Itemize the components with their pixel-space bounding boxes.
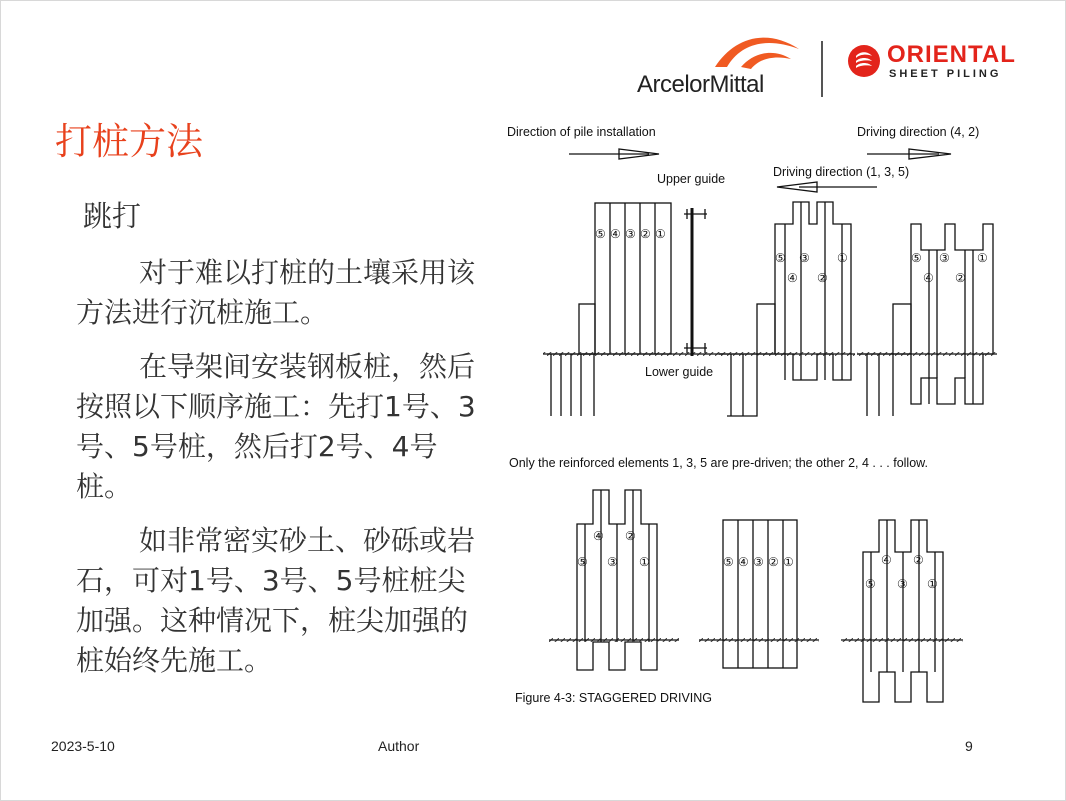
staggered-driving-figure [499,116,997,721]
label-direction-install: Direction of pile installation [507,125,656,139]
slide-subtitle: 跳打 [83,199,142,233]
diagram-e [699,520,819,668]
slide-title: 打桩方法 [55,120,203,163]
svg-text:②: ② [817,271,828,285]
svg-text:②: ② [768,555,779,569]
diagram-b [719,202,855,416]
footer-date: 2023-5-10 [51,738,115,754]
svg-text:③: ③ [939,251,950,265]
svg-text:①: ① [837,251,848,265]
figure-caption: Figure 4-3: STAGGERED DRIVING [515,691,713,705]
oriental-logo [847,41,1017,83]
pile-label-3: ③ [625,227,636,241]
arrow-install [569,149,659,159]
arrow-42 [867,149,951,159]
body-text [76,253,476,695]
footer-author: Author [378,738,420,754]
label-driving-42: Driving direction (4, 2) [857,125,980,139]
svg-text:⑤: ⑤ [911,251,922,265]
figure-note: Only the reinforced elements 1, 3, 5 are pre-driven; the other 2, 4 . . . follow. [509,456,928,470]
paragraph-3: 如非常密实砂土、砂砾或岩石，可对1号、3号、5号桩桩尖加强。这种情况下，桩尖加强的桩始终先施工。 [76,524,476,677]
svg-text:①: ① [977,251,988,265]
oriental-logo-name: ORIENTAL [887,41,1016,68]
diagram-a [543,203,723,416]
label-upper-guide: Upper guide [657,172,726,186]
diagram-f [841,520,963,702]
arcelormittal-swoosh-icon [637,29,807,73]
label-lower-guide: Lower guide [645,365,714,379]
diagram-c [857,224,997,416]
svg-text:⑤: ⑤ [865,577,876,591]
svg-text:③: ③ [799,251,810,265]
svg-text:④: ④ [923,271,934,285]
svg-text:①: ① [639,555,650,569]
svg-text:②: ② [625,529,636,543]
pile-label-5: ⑤ [595,227,606,241]
label-driving-135: Driving direction (1, 3, 5) [773,165,910,179]
svg-text:④: ④ [593,529,604,543]
svg-text:⑤: ⑤ [775,251,786,265]
svg-text:②: ② [913,553,924,567]
diagram-d [549,490,679,670]
svg-text:③: ③ [897,577,908,591]
svg-text:①: ① [783,555,794,569]
arrow-135 [777,182,877,192]
svg-text:②: ② [955,271,966,285]
oriental-logo-sub: SHEET PILING [889,68,1002,80]
figure-svg [499,116,997,721]
svg-text:③: ③ [753,555,764,569]
svg-text:④: ④ [787,271,798,285]
paragraph-2: 在导架间安装钢板桩，然后按照以下顺序施工：先打1号、3号、5号桩，然后打2号、4号桩。 [76,350,476,503]
svg-text:④: ④ [881,553,892,567]
footer-page-number: 9 [965,738,973,754]
svg-text:⑤: ⑤ [723,555,734,569]
pile-label-2: ② [640,227,651,241]
paragraph-1: 对于难以打桩的土壤采用该方法进行沉桩施工。 [76,256,476,329]
svg-text:①: ① [927,577,938,591]
oriental-mark-icon [847,44,881,78]
arcelormittal-logo [637,29,807,99]
pile-label-1: ① [655,227,666,241]
pile-label-4: ④ [610,227,621,241]
svg-text:⑤: ⑤ [577,555,588,569]
logo-divider [821,41,823,97]
arcelormittal-logo-text: ArcelorMittal [637,71,764,98]
svg-text:③: ③ [607,555,618,569]
svg-text:④: ④ [738,555,749,569]
